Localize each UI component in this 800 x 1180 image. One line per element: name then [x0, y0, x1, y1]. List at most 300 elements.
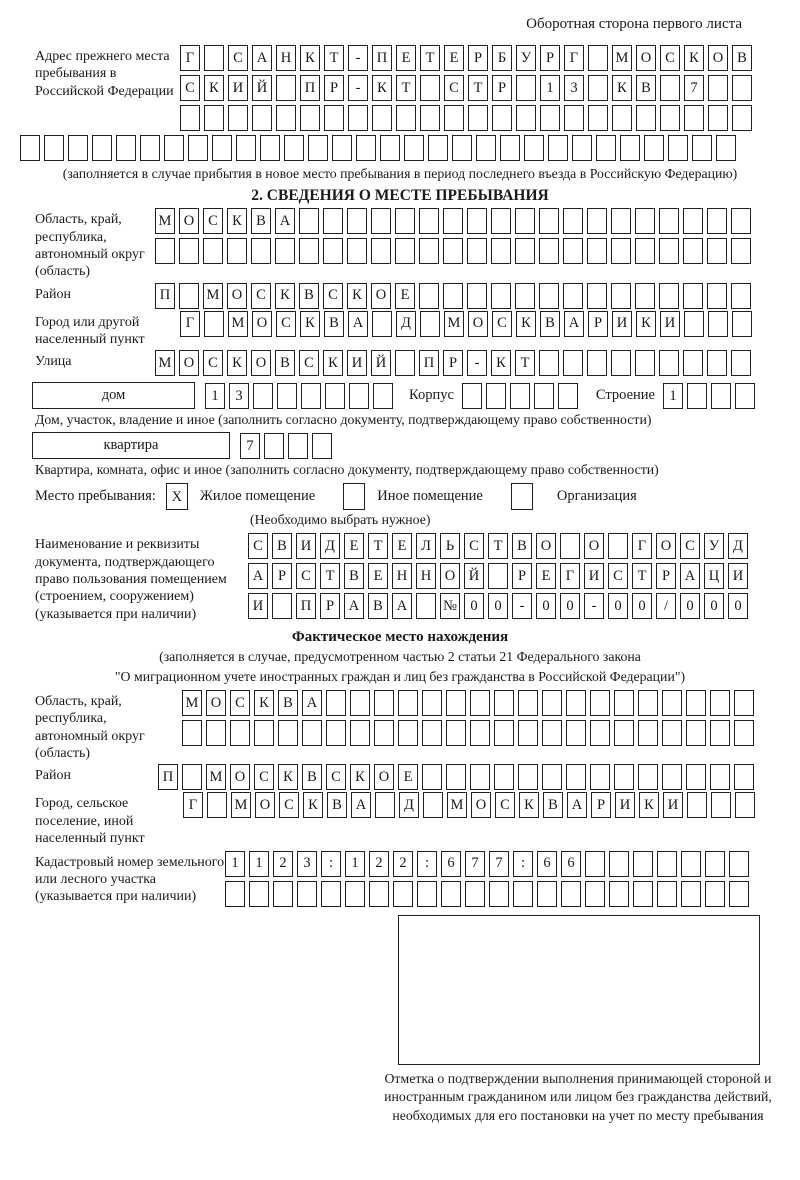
- char-cell: [417, 881, 437, 907]
- char-cell: 1: [540, 75, 560, 101]
- apartment-number-cells: [240, 433, 332, 459]
- fact-region-cells: [182, 690, 754, 746]
- char-cell: [20, 135, 40, 161]
- char-cell: 0: [632, 593, 652, 619]
- char-cell: К: [227, 208, 247, 234]
- char-cell: [302, 720, 322, 746]
- char-cell: П: [296, 593, 316, 619]
- char-cell: [374, 690, 394, 716]
- char-cell: [662, 764, 682, 790]
- char-cell-row: [180, 311, 752, 337]
- char-cell: 2: [393, 851, 413, 877]
- char-cell: И: [660, 311, 680, 337]
- char-cell: Е: [395, 283, 415, 309]
- char-cell: [659, 208, 679, 234]
- district-label: Район: [35, 286, 71, 302]
- char-cell: [644, 135, 664, 161]
- korpus-cells: [462, 383, 578, 409]
- char-cell: Е: [444, 45, 464, 71]
- stroenie-label: Строение: [595, 387, 655, 404]
- char-cell: [301, 383, 321, 409]
- char-cell: -: [512, 593, 532, 619]
- char-cell: О: [440, 563, 460, 589]
- option-organization-label: Организация: [556, 488, 637, 505]
- char-cell: [734, 720, 754, 746]
- char-cell: К: [303, 792, 323, 818]
- char-cell: -: [467, 350, 487, 376]
- char-cell: [326, 690, 346, 716]
- char-cell: [182, 720, 202, 746]
- char-cell: С: [203, 208, 223, 234]
- char-cell: Н: [416, 563, 436, 589]
- char-cell: [735, 383, 755, 409]
- char-cell: [164, 135, 184, 161]
- char-cell: С: [444, 75, 464, 101]
- fact-district-field: [35, 764, 800, 790]
- char-cell: О: [656, 533, 676, 559]
- char-cell: 7: [465, 851, 485, 877]
- char-cell: В: [272, 533, 292, 559]
- char-cell: Р: [588, 311, 608, 337]
- char-cell: [561, 881, 581, 907]
- char-cell: Й: [464, 563, 484, 589]
- char-cell: [518, 720, 538, 746]
- char-cell-row: [155, 350, 751, 376]
- char-cell: А: [275, 208, 295, 234]
- char-cell: [323, 238, 343, 264]
- char-cell: К: [636, 311, 656, 337]
- char-cell: [349, 383, 369, 409]
- char-cell: [446, 720, 466, 746]
- char-cell: [542, 690, 562, 716]
- char-cell: [416, 593, 436, 619]
- char-cell: [494, 720, 514, 746]
- house-box: дом: [32, 382, 195, 409]
- char-cell: [534, 383, 554, 409]
- checkbox-organization: [511, 483, 533, 510]
- char-cell: 1: [225, 851, 245, 877]
- char-cell: И: [228, 75, 248, 101]
- char-cell: Е: [396, 45, 416, 71]
- char-cell: [588, 105, 608, 131]
- char-cell: [204, 311, 224, 337]
- char-cell-row: [180, 75, 752, 101]
- char-cell: О: [255, 792, 275, 818]
- house-row: [32, 382, 800, 409]
- char-cell: М: [155, 208, 175, 234]
- char-cell: [348, 105, 368, 131]
- stamp-caption: Отметка о подтверждении выполнения принимающей стороной и иностранным гражданином или лицом без гражданства действий, необходимых для его постановки на учет по месту пребывания: [384, 1070, 772, 1123]
- char-cell: [491, 208, 511, 234]
- char-cell: [396, 105, 416, 131]
- char-cell: [420, 75, 440, 101]
- char-cell: [462, 383, 482, 409]
- char-cell: [684, 311, 704, 337]
- char-cell: К: [227, 350, 247, 376]
- char-cell: О: [468, 311, 488, 337]
- char-cell: В: [732, 45, 752, 71]
- char-cell: Р: [468, 45, 488, 71]
- char-cell: Т: [468, 75, 488, 101]
- char-cell: [395, 208, 415, 234]
- char-cell: [684, 105, 704, 131]
- char-cell: С: [248, 533, 268, 559]
- char-cell: [465, 881, 485, 907]
- char-cell: У: [516, 45, 536, 71]
- apartment-box: квартира: [32, 432, 230, 459]
- char-cell: Д: [396, 311, 416, 337]
- char-cell: [633, 881, 653, 907]
- char-cell: [510, 383, 530, 409]
- char-cell: [683, 238, 703, 264]
- char-cell: [620, 135, 640, 161]
- char-cell: П: [300, 75, 320, 101]
- char-cell: С: [251, 283, 271, 309]
- char-cell: 7: [489, 851, 509, 877]
- prev-address-cells: [180, 45, 752, 131]
- char-cell: И: [248, 593, 268, 619]
- char-cell: Й: [371, 350, 391, 376]
- char-cell: [423, 792, 443, 818]
- char-cell: [614, 764, 634, 790]
- char-cell: 0: [464, 593, 484, 619]
- actual-location-caption-2: "О миграционном учете иностранных граждан и лиц без гражданства в Российской Федерации"): [114, 669, 686, 685]
- char-cell: С: [680, 533, 700, 559]
- char-cell: [587, 238, 607, 264]
- char-cell: [687, 792, 707, 818]
- char-cell: [492, 105, 512, 131]
- char-cell: [345, 881, 365, 907]
- char-cell: Р: [656, 563, 676, 589]
- char-cell: [332, 135, 352, 161]
- char-cell: [659, 350, 679, 376]
- char-cell: К: [516, 311, 536, 337]
- region-label: Область, край, республика, автономный округ (область): [35, 212, 145, 280]
- char-cell: Т: [420, 45, 440, 71]
- char-cell: [443, 283, 463, 309]
- char-cell: [398, 690, 418, 716]
- option-other-premises-label: Иное помещение: [377, 488, 483, 505]
- char-cell: [369, 881, 389, 907]
- char-cell: [321, 881, 341, 907]
- char-cell: [444, 105, 464, 131]
- char-cell: О: [179, 208, 199, 234]
- char-cell: В: [540, 311, 560, 337]
- char-cell: 3: [564, 75, 584, 101]
- char-cell: [350, 690, 370, 716]
- char-cell: П: [372, 45, 392, 71]
- char-cell: [539, 208, 559, 234]
- char-cell: Е: [368, 563, 388, 589]
- char-cell: [494, 764, 514, 790]
- char-cell: А: [567, 792, 587, 818]
- char-cell: И: [347, 350, 367, 376]
- char-cell: [716, 135, 736, 161]
- char-cell: [518, 690, 538, 716]
- char-cell: Р: [492, 75, 512, 101]
- actual-location-title: Фактическое место нахождения: [291, 629, 509, 646]
- district-field: [35, 283, 800, 309]
- char-cell: [452, 135, 472, 161]
- char-cell: [323, 208, 343, 234]
- char-cell: [299, 238, 319, 264]
- document-label: Наименование и реквизиты документа, подтверждающего право пользования помещением (строением, сооружением) (указывается при наличии): [35, 537, 227, 622]
- char-cell: О: [251, 350, 271, 376]
- document-cells: [248, 533, 748, 619]
- char-cell: 0: [704, 593, 724, 619]
- city-field: [35, 311, 800, 349]
- char-cell: К: [372, 75, 392, 101]
- char-cell: [278, 720, 298, 746]
- char-cell: [277, 383, 297, 409]
- char-cell: [422, 764, 442, 790]
- char-cell: Р: [443, 350, 463, 376]
- char-cell: [467, 283, 487, 309]
- char-cell: [635, 238, 655, 264]
- char-cell: К: [254, 690, 274, 716]
- char-cell: [373, 383, 393, 409]
- char-cell: [638, 720, 658, 746]
- cadastre-field: [35, 851, 800, 907]
- char-cell: [660, 105, 680, 131]
- char-cell: [422, 720, 442, 746]
- char-cell: М: [182, 690, 202, 716]
- char-cell: [542, 720, 562, 746]
- char-cell: [92, 135, 112, 161]
- char-cell: О: [708, 45, 728, 71]
- char-cell: [686, 764, 706, 790]
- char-cell: [180, 105, 200, 131]
- option-residential-label: Жилое помещение: [199, 488, 316, 505]
- char-cell: [446, 764, 466, 790]
- char-cell: С: [230, 690, 250, 716]
- char-cell: И: [663, 792, 683, 818]
- char-cell: М: [155, 350, 175, 376]
- char-cell: [734, 690, 754, 716]
- char-cell: А: [248, 563, 268, 589]
- char-cell: М: [444, 311, 464, 337]
- char-cell: [228, 105, 248, 131]
- char-cell: Т: [632, 563, 652, 589]
- char-cell: Т: [488, 533, 508, 559]
- char-cell: [513, 881, 533, 907]
- char-cell: [686, 690, 706, 716]
- char-cell: В: [275, 350, 295, 376]
- char-cell: Д: [320, 533, 340, 559]
- char-cell: 2: [369, 851, 389, 877]
- char-cell: С: [492, 311, 512, 337]
- char-cell: [662, 720, 682, 746]
- char-cell: [264, 433, 284, 459]
- house-caption: Дом, участок, владение и иное (заполнить согласно документу, подтверждающему право собственности): [35, 412, 652, 428]
- char-cell: А: [680, 563, 700, 589]
- char-cell: [428, 135, 448, 161]
- char-cell: Р: [320, 593, 340, 619]
- section2-title: 2. СВЕДЕНИЯ О МЕСТЕ ПРЕБЫВАНИЯ: [251, 187, 549, 205]
- char-cell: О: [374, 764, 394, 790]
- char-cell: Г: [180, 45, 200, 71]
- char-cell: [179, 283, 199, 309]
- char-cell: П: [158, 764, 178, 790]
- char-cell: [657, 851, 677, 877]
- char-cell: А: [252, 45, 272, 71]
- char-cell: [731, 208, 751, 234]
- char-cell: В: [368, 593, 388, 619]
- char-cell: [372, 105, 392, 131]
- char-cell: К: [519, 792, 539, 818]
- char-cell: В: [299, 283, 319, 309]
- char-cell-row: [225, 851, 749, 877]
- char-cell: С: [254, 764, 274, 790]
- char-cell: Т: [515, 350, 535, 376]
- char-cell: В: [344, 563, 364, 589]
- char-cell: М: [203, 283, 223, 309]
- char-cell: 1: [205, 383, 225, 409]
- fact-district-label: Район: [35, 768, 71, 784]
- char-cell: 0: [488, 593, 508, 619]
- char-cell: Д: [728, 533, 748, 559]
- char-cell: [227, 238, 247, 264]
- char-cell: 7: [240, 433, 260, 459]
- char-cell: [611, 350, 631, 376]
- apartment-row: [32, 432, 800, 459]
- char-cell: Б: [492, 45, 512, 71]
- char-cell: [350, 720, 370, 746]
- char-cell: [707, 208, 727, 234]
- char-cell: [710, 690, 730, 716]
- char-cell: [419, 208, 439, 234]
- char-cell: Г: [560, 563, 580, 589]
- char-cell: Е: [392, 533, 412, 559]
- char-cell: [347, 238, 367, 264]
- char-cell: В: [543, 792, 563, 818]
- char-cell: [635, 350, 655, 376]
- char-cell: К: [612, 75, 632, 101]
- char-cell: [731, 238, 751, 264]
- char-cell: 3: [297, 851, 317, 877]
- char-cell: К: [639, 792, 659, 818]
- char-cell: 6: [441, 851, 461, 877]
- char-cell: [419, 238, 439, 264]
- char-cell: 1: [249, 851, 269, 877]
- char-cell: [566, 764, 586, 790]
- char-cell: А: [302, 690, 322, 716]
- char-cell: [443, 238, 463, 264]
- char-cell: [253, 383, 273, 409]
- char-cell: [276, 75, 296, 101]
- char-cell: В: [327, 792, 347, 818]
- char-cell: Р: [324, 75, 344, 101]
- fact-city-field: [35, 792, 800, 847]
- char-cell: [732, 105, 752, 131]
- char-cell: [188, 135, 208, 161]
- document-field: [35, 533, 800, 623]
- char-cell: 1: [663, 383, 683, 409]
- prev-address-overflow-row: [20, 135, 800, 161]
- char-cell: [494, 690, 514, 716]
- region-cells: [155, 208, 751, 264]
- char-cell: [326, 720, 346, 746]
- city-label: Город или другой населенный пункт: [35, 314, 145, 348]
- char-cell: [251, 238, 271, 264]
- stay-type-label: Место пребывания:: [35, 488, 156, 505]
- char-cell: К: [491, 350, 511, 376]
- char-cell: О: [206, 690, 226, 716]
- char-cell: 0: [680, 593, 700, 619]
- char-cell: В: [278, 690, 298, 716]
- char-cell: [476, 135, 496, 161]
- char-cell: [668, 135, 688, 161]
- char-cell: И: [728, 563, 748, 589]
- prev-address-caption: (заполняется в случае прибытия в новое место пребывания в период последнего въезда в Российскую Федерацию): [62, 166, 738, 181]
- char-cell: [446, 690, 466, 716]
- char-cell: В: [512, 533, 532, 559]
- char-cell: [681, 851, 701, 877]
- char-cell: [419, 283, 439, 309]
- char-cell: И: [296, 533, 316, 559]
- char-cell: [707, 238, 727, 264]
- char-cell: О: [471, 792, 491, 818]
- char-cell: [708, 311, 728, 337]
- char-cell-row: [182, 720, 754, 746]
- char-cell: С: [180, 75, 200, 101]
- char-cell: [611, 238, 631, 264]
- char-cell: [68, 135, 88, 161]
- char-cell: Г: [632, 533, 652, 559]
- char-cell: [614, 720, 634, 746]
- char-cell-row: [155, 238, 751, 264]
- korpus-label: Корпус: [409, 387, 454, 404]
- char-cell: [683, 208, 703, 234]
- char-cell: [398, 720, 418, 746]
- char-cell: 1: [345, 851, 365, 877]
- char-cell: [468, 105, 488, 131]
- char-cell: К: [300, 311, 320, 337]
- char-cell: [729, 881, 749, 907]
- char-cell: О: [179, 350, 199, 376]
- char-cell: [608, 533, 628, 559]
- char-cell: :: [513, 851, 533, 877]
- char-cell: [710, 764, 730, 790]
- char-cell: 6: [537, 851, 557, 877]
- char-cell: [560, 533, 580, 559]
- char-cell: [635, 283, 655, 309]
- char-cell: [467, 238, 487, 264]
- char-cell: [638, 690, 658, 716]
- char-cell: [596, 135, 616, 161]
- char-cell: [614, 690, 634, 716]
- char-cell: [441, 881, 461, 907]
- char-cell: [731, 350, 751, 376]
- char-cell: [372, 311, 392, 337]
- char-cell: [657, 881, 677, 907]
- char-cell: [563, 238, 583, 264]
- char-cell: [683, 350, 703, 376]
- stay-type-caption: (Необходимо выбрать нужное): [250, 512, 431, 528]
- char-cell: 7: [684, 75, 704, 101]
- char-cell: [273, 881, 293, 907]
- char-cell: О: [230, 764, 250, 790]
- char-cell: [371, 208, 391, 234]
- prev-address-label: Адрес прежнего места пребывания в Российской Федерации: [35, 49, 174, 99]
- char-cell: И: [615, 792, 635, 818]
- char-cell: [563, 350, 583, 376]
- char-cell: [404, 135, 424, 161]
- char-cell: [225, 881, 245, 907]
- char-cell-row: [225, 881, 749, 907]
- char-cell: [638, 764, 658, 790]
- char-cell: [735, 792, 755, 818]
